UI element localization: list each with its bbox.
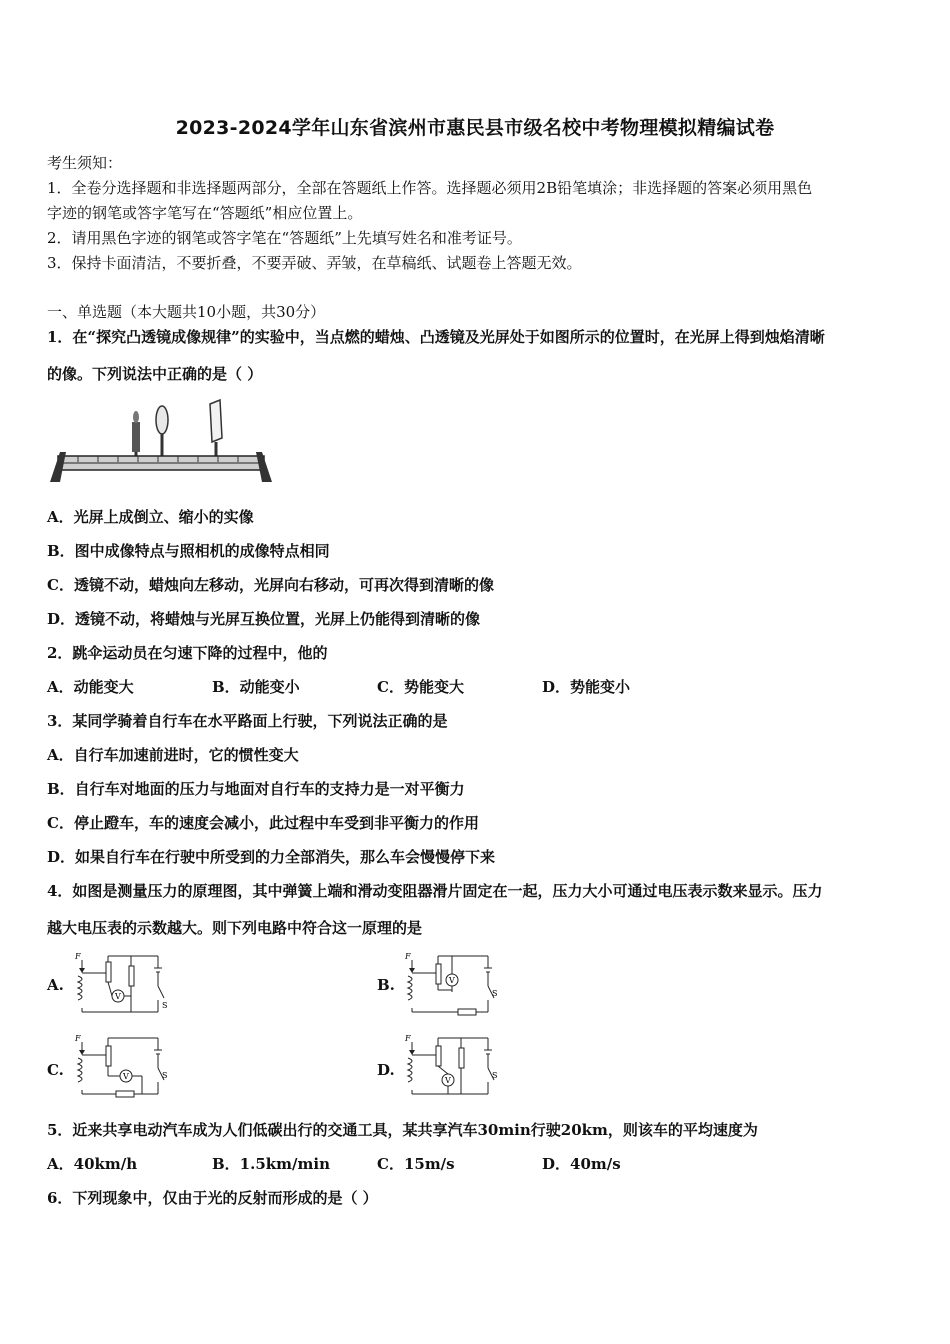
q3-option-c: C．停止蹬车，车的速度会减小，此过程中车受到非平衡力的作用 [47,814,479,832]
page-title: 2023-2024学年山东省滨州市惠民县市级名校中考物理模拟精编试卷 [175,117,775,139]
q1-option-c: C．透镜不动，蜡烛向左移动，光屏向右移动，可再次得到清晰的像 [47,576,494,594]
q1-option-b: B．图中成像特点与照相机的成像特点相同 [47,542,330,560]
q1-stem-line2: 的像。下列说法中正确的是（ ） [47,365,263,383]
switch-label: S [162,1001,168,1010]
notice-heading: 考生须知： [47,154,123,172]
q5-option-b: B．1.5km/min [212,1155,330,1173]
section-heading: 一、单选题（本大题共10小题，共30分） [47,303,326,321]
voltmeter-label: V [123,1072,129,1081]
q4-option-a-label: A. [47,976,64,994]
q5-option-d: D．40m/s [542,1155,621,1173]
voltmeter-label: V [445,1076,451,1085]
convex-lens-icon [156,406,168,462]
q3-option-d: D．如果自行车在行驶中所受到的力全部消失，那么车会慢慢停下来 [47,848,496,866]
switch-label: S [492,1071,498,1080]
force-label: F [75,952,81,961]
circuit-diagram-a [72,950,172,1016]
q3-stem: 3．某同学骑着自行车在水平路面上行驶，下列说法正确的是 [47,712,448,730]
q6-stem: 6．下列现象中，仅由于光的反射而形成的是（ ） [47,1189,378,1207]
switch-label: S [492,989,498,998]
q1-stem-line1: 1．在“探究凸透镜成像规律”的实验中，当点燃的蜡烛、凸透镜及光屏处于如图所示的位置时，在光屏上得到烛焰清晰 [47,328,825,346]
notice-item: 2．请用黑色字迹的钢笔或答字笔在“答题纸”上先填写姓名和准考证号。 [47,229,522,247]
q3-option-a: A．自行车加速前进时，它的惯性变大 [47,746,299,764]
q4-option-b-label: B. [377,976,395,994]
q2-stem: 2．跳伞运动员在匀速下降的过程中，他的 [47,644,328,662]
voltmeter-label: V [449,976,455,985]
q1-option-d: D．透镜不动，将蜡烛与光屏互换位置，光屏上仍能得到清晰的像 [47,610,481,628]
notice-item: 3．保持卡面清洁，不要折叠，不要弄破、弄皱，在草稿纸、试题卷上答题无效。 [47,254,582,272]
circuit-diagram-c [72,1032,172,1098]
force-label: F [405,952,411,961]
bench-rail [50,452,272,482]
light-screen-icon [210,400,222,462]
q1-option-a: A．光屏上成倒立、缩小的实像 [47,508,254,526]
circuit-diagram-d [402,1032,502,1098]
candle-icon [132,411,140,462]
force-label: F [405,1034,411,1043]
q4-option-d-label: D. [377,1061,395,1079]
voltmeter-label: V [115,992,121,1001]
q4-stem-line1: 4．如图是测量压力的原理图，其中弹簧上端和滑动变阻器滑片固定在一起，压力大小可通过电压表示数来显示。压力 [47,882,823,900]
q5-option-c: C．15m/s [377,1155,455,1173]
q2-option-c: C．势能变大 [377,678,464,696]
q4-stem-line2: 越大电压表的示数越大。则下列电路中符合这一原理的是 [47,919,423,937]
notice-item: 1．全卷分选择题和非选择题两部分，全部在答题纸上作答。选择题必须用2B铅笔填涂；非选择题的答案必须用黑色 [47,179,813,197]
force-label: F [75,1034,81,1043]
q2-option-d: D．势能变小 [542,678,631,696]
switch-label: S [162,1071,168,1080]
notice-item: 字迹的钢笔或答字笔写在“答题纸”相应位置上。 [47,204,363,222]
q4-option-c-label: C. [47,1061,64,1079]
q5-stem: 5．近来共享电动汽车成为人们低碳出行的交通工具，某共享汽车30min行驶20km，则该车的平均速度为 [47,1121,758,1139]
q2-option-b: B．动能变小 [212,678,300,696]
q3-option-b: B．自行车对地面的压力与地面对自行车的支持力是一对平衡力 [47,780,465,798]
optical-bench-figure [48,398,274,484]
q5-option-a: A．40km/h [47,1155,138,1173]
q2-option-a: A．动能变大 [47,678,134,696]
circuit-diagram-b [402,950,502,1016]
